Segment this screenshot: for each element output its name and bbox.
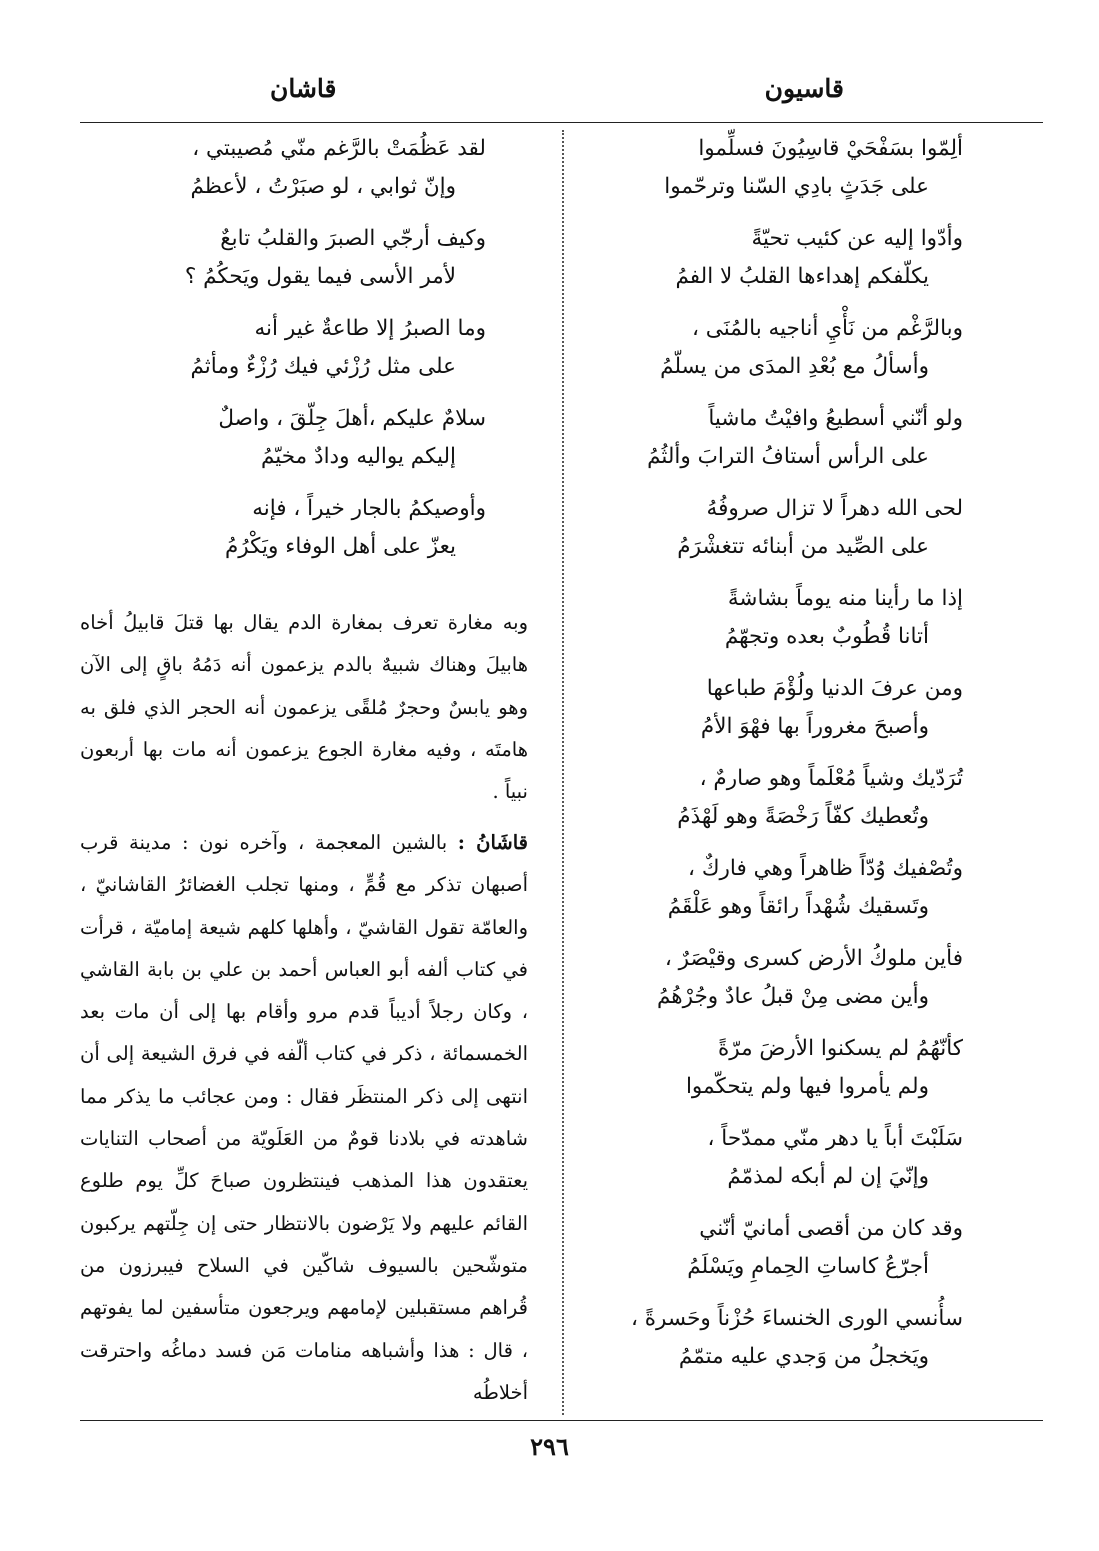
left-page-header: قاشان (270, 74, 337, 103)
prose-entry-qashan (80, 822, 528, 1414)
entry-text: بالشين المعجمة ، وآخره نون : مدينة قرب أصبهان تذكر مع قُمٍّ ، ومنها تجلب الغضائرُ القاشانيّ ، والعامّة تقول القاشيّ ، وأهلها كلهم شيعة إماميّة ، قرأت في كتاب ألفه أبو العباس أحمد بن علي بن بابة القاشي ، وكان رجلاً أديباً قدم مرو وأقام بها إلى أن مات بعد الخمسمائة ، ذكر في كتاب ألّفه في فرق الشيعة إلى أن انتهى إلى ذكر المنتظَر فقال : ومن عجائب ما يذكر مما شاهدته في بلادنا قومٌ من العَلَويّة من أصحاب التنايات يعتقدون هذا المذهب فينتظرون صباحَ كلِّ يوم طلوع القائم عليهم ولا يَرْضون بالانتظار حتى إن جِلّتهم يركبون متوشّحين بالسيوف شاكّين في السلاح فيبرزون من قُراهم مستقبلين لإمامهم ويرجعون متأسفين لما يفوتهم ، قال : هذا وأشباهه منامات مَن فسد دماغُه واحترقت أخلاطُه (80, 831, 529, 1404)
verse-first-hemistich: وأدّوا إليه عن كئيب تحيّةً (751, 226, 963, 251)
verse-second-hemistich: على الرأس أستافُ الترابَ وألثُمُ (647, 444, 929, 469)
right-page-header: قاسيون (764, 74, 844, 103)
verse-second-hemistich: على الصِّيد من أبنائه تتغشْرَمُ (677, 534, 929, 559)
couplet (585, 1300, 963, 1376)
verse-first-hemistich: ولو أنّني أسطيعُ وافيْتُ ماشياً (708, 406, 963, 431)
verse-second-hemistich: وإنّ ثوابي ، لو صبَرْتُ ، لأعظمُ (190, 174, 456, 199)
couplet (585, 670, 963, 746)
entry-title: قاشَانُ : (457, 831, 529, 854)
bottom-rule (80, 1420, 1043, 1421)
verse-first-hemistich: سلامٌ عليكم ،أهلَ جِلّقَ ، واصلٌ (218, 406, 486, 431)
couplet (80, 490, 540, 566)
verse-second-hemistich: ولم يأمروا فيها ولم يتحكّموا (685, 1074, 929, 1099)
left-column-poem (80, 130, 540, 580)
verse-second-hemistich: أجرّعُ كاساتِ الحِمامِ ويَسْلَمُ (687, 1254, 929, 1279)
verse-first-hemistich: كأنّهُمُ لم يسكنوا الأرضَ مرّةً (717, 1036, 963, 1061)
verse-first-hemistich: لقد عَظُمَتْ بالرَّغم منّي مُصيبتي ، (192, 136, 486, 161)
couplet (585, 490, 963, 566)
verse-second-hemistich: يكلّفكم إهداءها القلبُ لا الفمُ (675, 264, 929, 289)
top-rule (80, 122, 1043, 123)
couplet (585, 940, 963, 1016)
verse-first-hemistich: وأوصيكمُ بالجار خيراً ، فإنه (252, 496, 486, 521)
couplet (585, 310, 963, 386)
couplet (585, 850, 963, 926)
verse-first-hemistich: وبالرَّغْم من نَأْيِ أناجيه بالمُنَى ، (692, 316, 963, 341)
verse-second-hemistich: وأصبحَ مغروراً بها فهْوَ الأمُ (700, 714, 929, 739)
verse-second-hemistich: لأمر الأسى فيما يقول ويَحكُمُ ؟ (184, 264, 456, 289)
page-number: ٢٩٦ (530, 1432, 569, 1461)
verse-first-hemistich: وما الصبرُ إلا طاعةٌ غير أنه (254, 316, 486, 341)
verse-second-hemistich: إليكم يواليه ودادٌ مخيّمُ (260, 444, 456, 469)
couplet (585, 1030, 963, 1106)
verse-first-hemistich: وتُصْفيك وُدّاً ظاهراً وهي فاركٌ ، (688, 856, 963, 881)
couplet (80, 220, 540, 296)
couplet (80, 310, 540, 386)
verse-first-hemistich: وكيف أرجّي الصبرَ والقلبُ تابعٌ (220, 226, 486, 251)
verse-second-hemistich: وتُعطيك كفّاً رَخْصَةً وهو لَهْذَمُ (677, 804, 929, 829)
verse-second-hemistich: أتانا قُطُوبٌ بعده وتجهّمُ (724, 624, 929, 649)
right-column-poem (585, 130, 963, 1390)
couplet (80, 130, 540, 206)
couplet (585, 760, 963, 836)
couplet (80, 400, 540, 476)
verse-first-hemistich: لحى الله دهراً لا تزال صروفُهُ (706, 496, 963, 521)
verse-first-hemistich: تُرَدّيك وشياً مُعْلَماً وهو صارمٌ ، (699, 766, 963, 791)
couplet (585, 400, 963, 476)
verse-second-hemistich: على مثل رُزْئي فيك رُزْءٌ ومأثمُ (190, 354, 456, 379)
verse-second-hemistich: على جَدَثٍ بادِي السّنا وترحّموا (664, 174, 929, 199)
column-divider (562, 130, 564, 1415)
verse-first-hemistich: وقد كان من أقصى أمانيّ أنّني (699, 1216, 963, 1241)
couplet (585, 1120, 963, 1196)
couplet (585, 1210, 963, 1286)
verse-second-hemistich: ويَخجلُ من وَجدي عليه متمّمُ (678, 1344, 929, 1369)
verse-first-hemistich: إذا ما رأينا منه يوماً بشاشةً (727, 586, 963, 611)
couplet (585, 130, 963, 206)
verse-first-hemistich: فأين ملوكُ الأرض كسرى وقيْصَرٌ ، (664, 946, 963, 971)
verse-first-hemistich: ومن عرفَ الدنيا ولُؤْمَ طباعها (706, 676, 963, 701)
verse-second-hemistich: وتَسقيك شُهْداً رائقاً وهو عَلْقَمُ (667, 894, 929, 919)
verse-second-hemistich: وأسألُ مع بُعْدِ المدَى من يسلّمُ (660, 354, 929, 379)
couplet (585, 580, 963, 656)
verse-first-hemistich: ألِمّوا بسَفْحَيْ قاسِيُونَ فسلِّموا (698, 136, 963, 161)
couplet (585, 220, 963, 296)
verse-first-hemistich: سأُنسي الورى الخنساءَ حُزْناً وحَسرةً ، (630, 1306, 963, 1331)
verse-second-hemistich: وأين مضى مِنْ قبلُ عادٌ وجُرْهُمُ (656, 984, 929, 1009)
verse-second-hemistich: يعزّ على أهل الوفاء ويَكْرُمُ (225, 534, 456, 559)
verse-second-hemistich: وإنّيَ إن لم أبكه لمذمّمُ (727, 1164, 929, 1189)
verse-first-hemistich: سَلَبْتَ أباً يا دهر منّي ممدّحاً ، (707, 1126, 963, 1151)
prose-paragraph-cave: وبه مغارة تعرف بمغارة الدم يقال بها قتلَ قابيلُ أخاه هابيلَ وهناك شبيهٌ بالدم يزعمون أنه دَمُهُ باقٍ إلى الآن وهو يابسٌ وحجرٌ مُلقًى يزعمون أنه الحجر الذي فلق به هامتَه ، وفيه مغارة الجوع يزعمون أنه مات بها أربعون نبياً . (80, 611, 528, 804)
